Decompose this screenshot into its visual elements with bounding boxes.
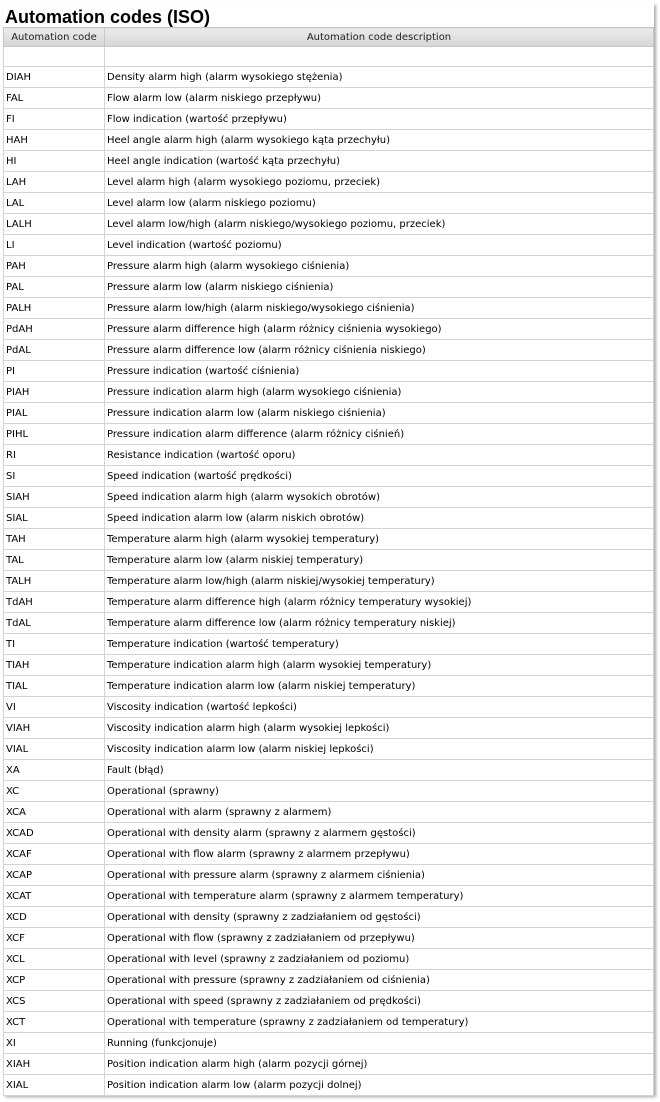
code-cell: XI: [4, 1033, 105, 1054]
description-cell: [105, 47, 654, 67]
code-cell: PIAL: [4, 403, 105, 424]
code-cell: XCT: [4, 1012, 105, 1033]
description-cell: Operational with speed (sprawny z zadziałaniem od prędkości): [105, 991, 654, 1012]
description-cell: Viscosity indication alarm low (alarm niskiej lepkości): [105, 739, 654, 760]
table-row: [4, 655, 654, 676]
table-row: [4, 130, 654, 151]
description-cell: Pressure alarm difference high (alarm różnicy ciśnienia wysokiego): [105, 319, 654, 340]
code-cell: LALH: [4, 214, 105, 235]
description-cell: Pressure alarm high (alarm wysokiego ciśnienia): [105, 256, 654, 277]
table-row: [4, 487, 654, 508]
code-cell: LAL: [4, 193, 105, 214]
description-cell: Temperature alarm low/high (alarm niskiej/wysokiej temperatury): [105, 571, 654, 592]
description-cell: Operational with flow (sprawny z zadziałaniem od przepływu): [105, 928, 654, 949]
code-cell: XCP: [4, 970, 105, 991]
table-row: [4, 823, 654, 844]
description-cell: Viscosity indication alarm high (alarm wysokiej lepkości): [105, 718, 654, 739]
description-cell: Speed indication alarm low (alarm niskich obrotów): [105, 508, 654, 529]
table-row: [4, 802, 654, 823]
description-cell: Temperature alarm difference high (alarm różnicy temperatury wysokiej): [105, 592, 654, 613]
table-row: [4, 340, 654, 361]
page-title: Automation codes (ISO): [5, 7, 211, 27]
description-cell: Viscosity indication (wartość lepkości): [105, 697, 654, 718]
table-row: [4, 1054, 654, 1075]
description-cell: Pressure indication alarm high (alarm wysokiego ciśnienia): [105, 382, 654, 403]
column-header-code: Automation code: [4, 28, 105, 47]
code-cell: [4, 47, 105, 67]
code-cell: XIAL: [4, 1075, 105, 1096]
table-row: [4, 151, 654, 172]
description-cell: Speed indication alarm high (alarm wysokich obrotów): [105, 487, 654, 508]
description-cell: Temperature indication alarm low (alarm niskiej temperatury): [105, 676, 654, 697]
code-cell: RI: [4, 445, 105, 466]
code-cell: XCS: [4, 991, 105, 1012]
description-cell: Operational (sprawny): [105, 781, 654, 802]
code-cell: PAL: [4, 277, 105, 298]
table-row: [4, 865, 654, 886]
code-cell: XCF: [4, 928, 105, 949]
description-cell: Operational with level (sprawny z zadziałaniem od poziomu): [105, 949, 654, 970]
code-cell: LI: [4, 235, 105, 256]
description-cell: Operational with pressure (sprawny z zadziałaniem od ciśnienia): [105, 970, 654, 991]
code-cell: PIAH: [4, 382, 105, 403]
description-cell: Level indication (wartość poziomu): [105, 235, 654, 256]
description-cell: Pressure indication alarm low (alarm niskiego ciśnienia): [105, 403, 654, 424]
description-cell: Density alarm high (alarm wysokiego stężenia): [105, 67, 654, 88]
code-cell: LAH: [4, 172, 105, 193]
description-cell: Temperature alarm high (alarm wysokiej temperatury): [105, 529, 654, 550]
description-cell: Operational with alarm (sprawny z alarmem): [105, 802, 654, 823]
table-row: [4, 403, 654, 424]
table-row: [4, 235, 654, 256]
code-cell: PIHL: [4, 424, 105, 445]
table-row: [4, 445, 654, 466]
table-row: [4, 382, 654, 403]
table-row: [4, 886, 654, 907]
code-cell: PAH: [4, 256, 105, 277]
description-cell: Operational with temperature alarm (sprawny z alarmem temperatury): [105, 886, 654, 907]
description-cell: Temperature alarm low (alarm niskiej temperatury): [105, 550, 654, 571]
code-cell: XCAP: [4, 865, 105, 886]
code-cell: XCAF: [4, 844, 105, 865]
description-cell: Fault (błąd): [105, 760, 654, 781]
code-cell: VIAH: [4, 718, 105, 739]
table-row: [4, 88, 654, 109]
table-row: [4, 1012, 654, 1033]
description-cell: Flow indication (wartość przepływu): [105, 109, 654, 130]
code-cell: FAL: [4, 88, 105, 109]
table-row: [4, 760, 654, 781]
table-row: [4, 970, 654, 991]
code-cell: XCAT: [4, 886, 105, 907]
code-cell: TAL: [4, 550, 105, 571]
code-cell: PALH: [4, 298, 105, 319]
description-cell: Resistance indication (wartość oporu): [105, 445, 654, 466]
description-cell: Heel angle alarm high (alarm wysokiego kąta przechyłu): [105, 130, 654, 151]
table-header-row: [4, 28, 654, 47]
description-cell: Operational with flow alarm (sprawny z alarmem przepływu): [105, 844, 654, 865]
table-row: [4, 193, 654, 214]
description-cell: Pressure indication alarm difference (alarm różnicy ciśnień): [105, 424, 654, 445]
code-cell: VIAL: [4, 739, 105, 760]
code-cell: XCAD: [4, 823, 105, 844]
description-cell: Temperature indication alarm high (alarm wysokiej temperatury): [105, 655, 654, 676]
code-cell: PdAL: [4, 340, 105, 361]
code-cell: VI: [4, 697, 105, 718]
description-cell: Level alarm high (alarm wysokiego poziomu, przeciek): [105, 172, 654, 193]
code-cell: TAH: [4, 529, 105, 550]
code-cell: XCD: [4, 907, 105, 928]
table-row: [4, 1033, 654, 1054]
table-row: [4, 424, 654, 445]
code-cell: DIAH: [4, 67, 105, 88]
table-row: [4, 928, 654, 949]
code-cell: TIAL: [4, 676, 105, 697]
table-row: [4, 47, 654, 67]
code-cell: SIAL: [4, 508, 105, 529]
table-row: [4, 67, 654, 88]
code-cell: TIAH: [4, 655, 105, 676]
table-row: [4, 466, 654, 487]
table-row: [4, 781, 654, 802]
description-cell: Operational with pressure alarm (sprawny z alarmem ciśnienia): [105, 865, 654, 886]
description-cell: Flow alarm low (alarm niskiego przepływu): [105, 88, 654, 109]
table-row: [4, 676, 654, 697]
table-row: [4, 214, 654, 235]
table-row: [4, 172, 654, 193]
table-row: [4, 739, 654, 760]
description-cell: Running (funkcjonuje): [105, 1033, 654, 1054]
description-cell: Position indication alarm high (alarm pozycji górnej): [105, 1054, 654, 1075]
description-cell: Position indication alarm low (alarm pozycji dolnej): [105, 1075, 654, 1096]
code-cell: XA: [4, 760, 105, 781]
column-header-description: Automation code description: [105, 28, 654, 47]
table-row: [4, 697, 654, 718]
description-cell: Operational with temperature (sprawny z zadziałaniem od temperatury): [105, 1012, 654, 1033]
table-row: [4, 907, 654, 928]
code-cell: XCA: [4, 802, 105, 823]
table-row: [4, 844, 654, 865]
table-row: [4, 508, 654, 529]
table-row: [4, 109, 654, 130]
automation-codes-table: [3, 27, 654, 1096]
table-row: [4, 550, 654, 571]
description-cell: Pressure alarm low/high (alarm niskiego/wysokiego ciśnienia): [105, 298, 654, 319]
code-cell: XC: [4, 781, 105, 802]
description-cell: Operational with density (sprawny z zadziałaniem od gęstości): [105, 907, 654, 928]
table-row: [4, 298, 654, 319]
description-cell: Level alarm low/high (alarm niskiego/wysokiego poziomu, przeciek): [105, 214, 654, 235]
code-cell: XCL: [4, 949, 105, 970]
code-cell: FI: [4, 109, 105, 130]
table-row: [4, 277, 654, 298]
table-row: [4, 1075, 654, 1096]
table-row: [4, 571, 654, 592]
table-row: [4, 613, 654, 634]
code-cell: PI: [4, 361, 105, 382]
table-row: [4, 592, 654, 613]
description-cell: Heel angle indication (wartość kąta przechyłu): [105, 151, 654, 172]
code-cell: PdAH: [4, 319, 105, 340]
description-cell: Temperature indication (wartość temperatury): [105, 634, 654, 655]
code-cell: HI: [4, 151, 105, 172]
table-row: [4, 319, 654, 340]
table-body: [4, 47, 654, 1096]
description-cell: Pressure alarm difference low (alarm różnicy ciśnienia niskiego): [105, 340, 654, 361]
table-row: [4, 991, 654, 1012]
code-cell: TI: [4, 634, 105, 655]
description-cell: Temperature alarm difference low (alarm różnicy temperatury niskiej): [105, 613, 654, 634]
code-cell: HAH: [4, 130, 105, 151]
description-cell: Pressure indication (wartość ciśnienia): [105, 361, 654, 382]
description-cell: Level alarm low (alarm niskiego poziomu): [105, 193, 654, 214]
table-row: [4, 949, 654, 970]
code-cell: TALH: [4, 571, 105, 592]
table-row: [4, 256, 654, 277]
description-cell: Operational with density alarm (sprawny z alarmem gęstości): [105, 823, 654, 844]
code-cell: TdAL: [4, 613, 105, 634]
table-row: [4, 529, 654, 550]
table-row: [4, 634, 654, 655]
description-cell: Speed indication (wartość prędkości): [105, 466, 654, 487]
table-row: [4, 361, 654, 382]
code-cell: XIAH: [4, 1054, 105, 1075]
code-cell: SI: [4, 466, 105, 487]
table-row: [4, 718, 654, 739]
code-cell: SIAH: [4, 487, 105, 508]
code-cell: TdAH: [4, 592, 105, 613]
description-cell: Pressure alarm low (alarm niskiego ciśnienia): [105, 277, 654, 298]
